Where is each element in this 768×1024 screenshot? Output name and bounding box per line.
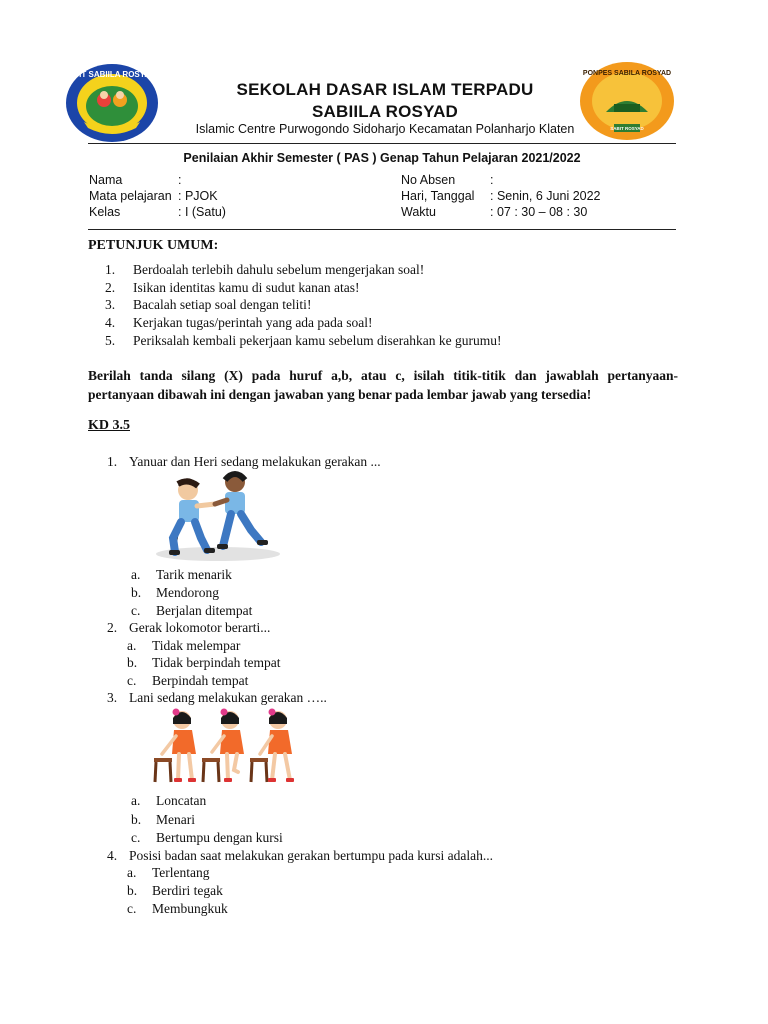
- answer-instruction-line2: pertanyaan dibawah ini dengan jawaban yang benar pada lembar jawab yang tersedia!: [88, 387, 592, 402]
- waktu-value: : 07 : 30 – 08 : 30: [490, 205, 588, 219]
- answer-instruction-line1: Berilah tanda silang (X) pada huruf a,b, atau c, isilah titik-titik dan jawablah pertanyaan-: [88, 368, 678, 383]
- svg-text:SABIT ROSYAD: SABIT ROSYAD: [610, 126, 644, 131]
- info-divider: [88, 229, 676, 230]
- exam-title: Penilaian Akhir Semester ( PAS ) Genap Tahun Pelajaran 2021/2022: [183, 151, 581, 165]
- school-address: Islamic Centre Purwogondo Sidoharjo Kecamatan Polanharjo Klaten: [195, 122, 575, 136]
- nama-value: :: [178, 173, 182, 187]
- kelas-label: Kelas: [89, 205, 121, 219]
- chair-exercise-illustration: [152, 706, 294, 786]
- absen-label: No Absen: [401, 173, 456, 187]
- school-name-line2: SABIILA ROSYAD: [311, 102, 459, 121]
- svg-text:SDIT SABIILA ROSYAD: SDIT SABIILA ROSYAD: [68, 70, 156, 79]
- absen-value: :: [490, 173, 494, 187]
- nama-label: Nama: [89, 173, 123, 187]
- kelas-value: : I (Satu): [178, 205, 226, 219]
- general-heading: PETUNJUK UMUM:: [88, 238, 219, 253]
- kd-heading: KD 3.5: [88, 418, 130, 433]
- sdit-logo: [64, 62, 160, 144]
- svg-text:PONPES SABILA ROSYAD: PONPES SABILA ROSYAD: [582, 70, 672, 77]
- hari-label: Hari, Tanggal: [401, 189, 475, 203]
- mapel-value: : PJOK: [178, 189, 218, 203]
- answer-instruction: [88, 366, 678, 404]
- header-divider: [88, 143, 676, 144]
- hari-value: : Senin, 6 Juni 2022: [490, 189, 601, 203]
- school-name-line1: SEKOLAH DASAR ISLAM TERPADU: [236, 80, 534, 99]
- mapel-label: Mata pelajaran: [89, 189, 172, 203]
- waktu-label: Waktu: [401, 205, 436, 219]
- pushing-kids-illustration: [153, 468, 283, 563]
